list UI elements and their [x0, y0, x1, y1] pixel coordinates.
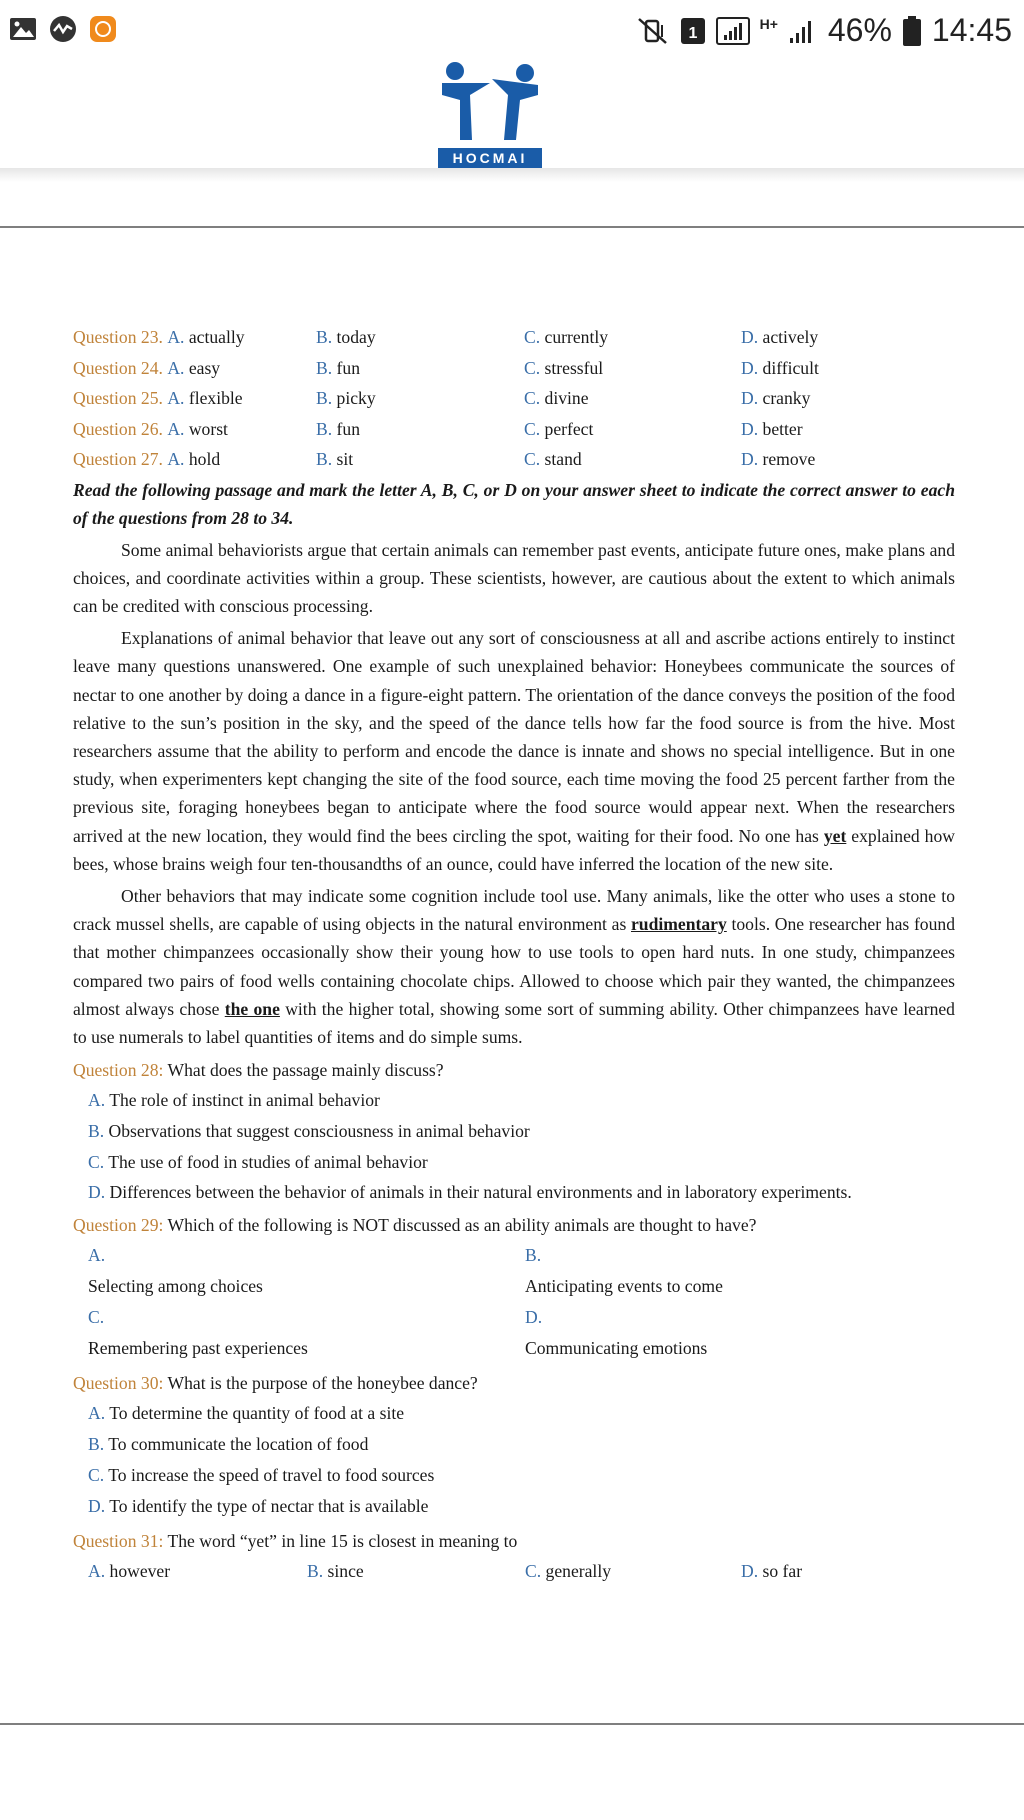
question-text: The word “yet” in line 15 is closest in meaning to	[167, 1531, 518, 1552]
option-letter: B.	[316, 449, 333, 469]
passage-text: explained how bees, whose brains weigh four ten-thousandths of an ounce, could have inferred the location of the new site.	[73, 825, 955, 874]
battery-icon	[902, 15, 922, 47]
option-a: easy	[188, 357, 221, 378]
passage-text: Explanations of animal behavior that leave out any sort of consciousness at all and ascribe actions entirely to instinct leave many questions unanswered. One example of such unexplained behavior: Honeybees communicate the sources of nectar to one another by doing a dance in a figure-eight pattern. The orientation of the dance conveys the position of the food relative to the sun’s position in the sky, and the speed of the dance tells how far the food source is from the hive. Most researchers assume that the ability to perform and encode the dance is innate and shows no special intelligence. But in one study, when experimenters kept changing the site of the food source, each time moving the food 25 percent farther from the previous site, foraging honeybees began to anticipate where the food source would appear next. When the researchers arrived at the new location, they would find the bees circling the spot, waiting for their food. No one has	[73, 628, 955, 846]
option-letter: D.	[741, 449, 759, 469]
question-label: Question 28:	[73, 1060, 164, 1081]
option-letter: A.	[88, 1403, 106, 1424]
q28-option-b	[73, 1116, 955, 1147]
answer-table	[73, 322, 955, 475]
option-text: Selecting among choices	[88, 1276, 263, 1297]
option-a: actually	[188, 327, 245, 347]
option-letter: C.	[524, 388, 541, 408]
clock: 14:45	[931, 12, 1012, 48]
question-label: Question 27.	[73, 449, 163, 469]
status-right	[636, 12, 1012, 49]
option-text: To identify the type of nectar that is available	[109, 1496, 429, 1517]
hocmai-logo	[430, 55, 550, 171]
option-a: hold	[188, 449, 221, 469]
question-text: What does the passage mainly discuss?	[167, 1060, 444, 1081]
option-letter: A.	[167, 357, 185, 378]
answer-row-26	[73, 414, 955, 445]
underlined-word-yet: yet	[823, 825, 847, 846]
answer-row-23	[73, 322, 955, 353]
option-letter: A.	[167, 388, 185, 408]
q30-option-b	[73, 1429, 955, 1460]
q29-option-d	[525, 1302, 962, 1364]
app-notification-icon	[88, 14, 118, 44]
instruction: Read the following passage and mark the letter A, B, C, or D on your answer sheet to indicate the correct answer to each of the questions from 28 to 34.	[73, 479, 955, 528]
q29-options-row-1	[73, 1240, 955, 1302]
option-d: better	[762, 418, 803, 439]
status-bar	[0, 0, 1024, 62]
q28-option-a	[73, 1085, 955, 1116]
q28-option-c	[73, 1147, 955, 1178]
question-label: Question 24.	[73, 357, 163, 378]
question-label: Question 29:	[73, 1215, 164, 1236]
status-left-icons	[8, 14, 118, 44]
option-letter: D.	[741, 388, 759, 408]
question-label: Question 23.	[73, 327, 163, 347]
option-letter: D.	[741, 1561, 759, 1582]
battery-percent: 46%	[827, 12, 892, 48]
option-letter: D.	[88, 1182, 106, 1203]
passage-paragraph-2	[73, 624, 955, 878]
option-text: To increase the speed of travel to food sources	[108, 1465, 435, 1486]
q30-option-a	[73, 1398, 955, 1429]
underlined-phrase-the-one: the one	[224, 998, 280, 1019]
option-a: flexible	[188, 388, 243, 408]
option-text: To communicate the location of food	[108, 1434, 369, 1455]
passage-paragraph-1: Some animal behaviorists argue that certain animals can remember past events, anticipate future ones, make plans and choices, and coordinate activities within a group. These scientists, however, are cautious about the extent to which animals can be credited with conscious processing.	[73, 539, 955, 616]
option-letter: C.	[88, 1152, 105, 1173]
option-letter: B.	[316, 418, 333, 439]
option-letter: B.	[316, 388, 333, 408]
option-letter: C.	[524, 449, 541, 469]
option-d: remove	[762, 449, 816, 469]
passage-paragraph-3	[73, 882, 955, 1051]
sim1-icon	[680, 16, 706, 46]
option-letter: D.	[88, 1496, 106, 1517]
option-letter: D.	[525, 1307, 543, 1328]
option-letter: A.	[88, 1245, 106, 1266]
option-letter: B.	[88, 1434, 105, 1455]
logo-text: HOCMAI	[452, 150, 528, 166]
option-letter: D.	[741, 357, 759, 378]
hocmai-logo-mark	[430, 55, 550, 171]
option-text: generally	[545, 1561, 611, 1582]
question-label: Question 30:	[73, 1373, 164, 1394]
option-text: so far	[762, 1561, 803, 1582]
option-letter: D.	[741, 418, 759, 439]
option-c: stand	[544, 449, 582, 469]
svg-text:1: 1	[688, 24, 698, 42]
q31-option-b	[307, 1556, 525, 1587]
option-b: picky	[336, 388, 376, 408]
option-letter: A.	[167, 327, 185, 347]
option-letter: D.	[741, 327, 759, 347]
option-text: Observations that suggest consciousness in animal behavior	[108, 1121, 530, 1142]
signal-icon	[716, 16, 750, 46]
option-text: Differences between the behavior of animals in their natural environments and in laboratory experiments.	[109, 1182, 852, 1203]
option-text: Communicating emotions	[525, 1338, 708, 1359]
underlined-word-rudimentary: rudimentary	[631, 914, 727, 935]
q28-option-d	[73, 1178, 955, 1206]
q29-option-b	[525, 1240, 962, 1302]
question-text: Which of the following is NOT discussed as an ability animals are thought to have?	[167, 1215, 757, 1236]
option-c: divine	[544, 388, 589, 408]
option-letter: A.	[167, 418, 185, 439]
q30-option-d	[73, 1491, 955, 1522]
option-d: cranky	[762, 388, 811, 408]
option-letter: B.	[307, 1561, 324, 1582]
option-letter: A.	[88, 1561, 106, 1582]
answer-row-24	[73, 353, 955, 384]
option-b: fun	[336, 357, 360, 378]
answer-row-27	[73, 444, 955, 475]
option-text: The use of food in studies of animal behavior	[108, 1152, 428, 1173]
q31-option-d	[741, 1556, 802, 1587]
question-label: Question 26.	[73, 418, 163, 439]
page-bottom-rule	[0, 1723, 1024, 1725]
option-d: difficult	[762, 357, 819, 378]
option-text: Anticipating events to come	[525, 1276, 723, 1297]
passage-text: tools. One researcher has found that mother chimpanzees occasionally show their young how to use tools to open hard nuts. In one study, chimpanzees compared two pairs of food wells containing chocolate chips. Allowed to choose which pair they wanted, the chimpanzees almost always chose	[73, 914, 955, 1019]
passage-text: Other behaviors that may indicate some cognition include tool use. Many animals, like the otter who uses a stone to crack mussel shells, are capable of using objects in the natural environment as	[73, 885, 955, 935]
option-b: sit	[336, 449, 354, 469]
vibrate-mute-icon	[636, 16, 670, 46]
q29-option-c	[88, 1302, 525, 1364]
signal-bars-icon	[788, 16, 818, 46]
option-letter: B.	[316, 357, 333, 378]
question-text: What is the purpose of the honeybee dance?	[167, 1373, 478, 1394]
option-letter: C.	[525, 1561, 542, 1582]
option-letter: B.	[88, 1121, 105, 1142]
option-text: To determine the quantity of food at a site	[109, 1403, 405, 1424]
gallery-icon	[8, 14, 38, 44]
option-letter: C.	[88, 1307, 105, 1328]
q30-option-c	[73, 1460, 955, 1491]
option-c: currently	[544, 327, 609, 347]
question-30	[73, 1368, 955, 1398]
option-letter: C.	[524, 357, 541, 378]
page-top-rule	[0, 226, 1024, 228]
option-b: today	[336, 327, 376, 347]
answer-row-25	[73, 383, 955, 414]
option-letter: A.	[88, 1090, 106, 1111]
q29-options-row-2	[73, 1302, 955, 1364]
q31-option-c	[525, 1556, 741, 1587]
document-body	[73, 322, 955, 1587]
option-letter: C.	[524, 327, 541, 347]
header-divider	[0, 168, 1024, 182]
option-c: perfect	[544, 418, 594, 439]
option-a: worst	[188, 418, 228, 439]
option-text: Remembering past experiences	[88, 1338, 308, 1359]
q31-options	[73, 1556, 955, 1587]
passage-text: with the higher total, showing some sort of summing ability. Other chimpanzees have learned to use numerals to label quantities of items and do simple sums.	[73, 998, 955, 1047]
question-31	[73, 1526, 955, 1556]
option-b: fun	[336, 418, 360, 439]
option-text: since	[327, 1561, 364, 1582]
option-text: The role of instinct in animal behavior	[109, 1090, 380, 1111]
question-label: Question 31:	[73, 1531, 164, 1552]
option-letter: A.	[167, 449, 185, 469]
option-letter: C.	[524, 418, 541, 439]
option-text: however	[109, 1561, 171, 1582]
option-c: stressful	[544, 357, 604, 378]
network-type: H+	[759, 15, 778, 32]
q29-option-a	[88, 1240, 525, 1302]
option-letter: B.	[316, 327, 333, 347]
q31-option-a	[88, 1556, 307, 1587]
activity-icon	[48, 14, 78, 44]
option-d: actively	[762, 327, 819, 347]
question-29	[73, 1210, 955, 1240]
option-letter: B.	[525, 1245, 542, 1266]
option-letter: C.	[88, 1465, 105, 1486]
question-label: Question 25.	[73, 388, 163, 408]
question-28	[73, 1055, 955, 1085]
